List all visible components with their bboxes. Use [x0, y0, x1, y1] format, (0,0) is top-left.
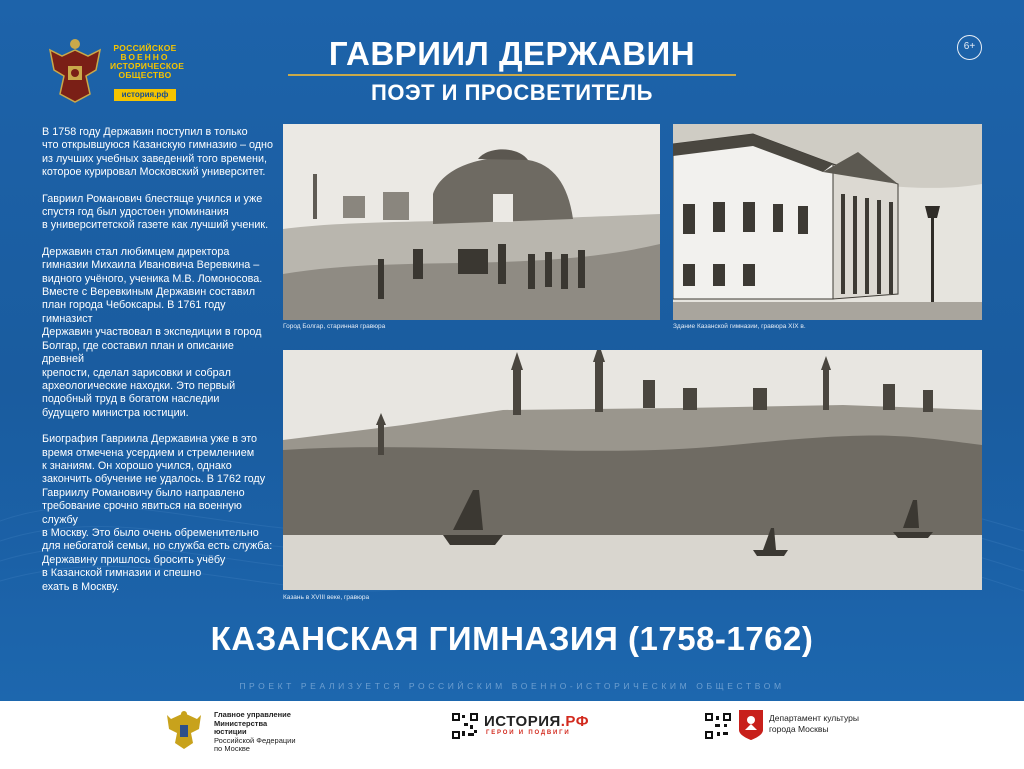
- project-line: ПРОЕКТ РЕАЛИЗУЕТСЯ РОССИЙСКИМ ВОЕННО-ИСТОРИЧЕСКИМ ОБЩЕСТВОМ: [239, 681, 785, 691]
- org-name: РОССИЙСКОЕ ВОЕННО ИСТОРИЧЕСКОЕ ОБЩЕСТВО: [110, 43, 185, 80]
- kazan-caption: Казань в XVIII веке, гравюра: [283, 594, 370, 601]
- page-subtitle: ПОЭТ И ПРОСВЕТИТЕЛЬ: [371, 80, 653, 105]
- qr-code-icon: [452, 713, 478, 739]
- moscow-coat-of-arms-icon: [739, 710, 763, 740]
- kazan-panorama-engraving: [283, 350, 982, 590]
- paragraph: Гавриил Романович блестяще учился и уже спустя год был удостоен упоминания в университетской газете как лучший ученик.: [42, 192, 269, 232]
- gymnasium-caption: Здание Казанской гимназии, гравюра XIX в.: [673, 323, 806, 330]
- title-divider: [288, 74, 736, 76]
- section-title: КАЗАНСКАЯ ГИМНАЗИЯ (1758-1762): [210, 620, 814, 657]
- qr-code-icon: [705, 713, 731, 739]
- moscow-culture-text: Департамент культуры города Москвы: [769, 713, 859, 734]
- gymnasium-engraving: [673, 124, 982, 320]
- bolgar-engraving: [283, 124, 660, 320]
- istoria-subtitle: ГЕРОИ И ПОДВИГИ: [486, 730, 571, 736]
- paragraph: Биография Гавриила Державина уже в это время отмечена усердием и стремлением к знаниям. Он хорошо учился, однако закончить обучение не удалось. В 1762 году Гавриилу Романовичу было направлено требование срочно явиться на военную службу в Москву. Это было очень обременительно для небогатой семьи, но служба есть служба: Державину пришлось бросить учёбу в Казанской гимназии и спешно ехать в Москву.: [42, 433, 273, 593]
- bolgar-caption: Город Болгар, старинная гравюра: [283, 323, 386, 330]
- body-text: [42, 126, 274, 607]
- istoria-logo: ИСТОРИЯ.РФ: [484, 713, 590, 730]
- page-title: ГАВРИИЛ ДЕРЖАВИН: [328, 35, 696, 72]
- footer: [0, 701, 1024, 769]
- double-headed-eagle-logo: [44, 36, 106, 106]
- org-url-badge: история.рф: [114, 89, 176, 101]
- ministry-emblem-icon: [163, 709, 205, 753]
- ministry-text: Главное управление Министерства юстиции Российской Федерации по Москве: [214, 710, 296, 753]
- paragraph: Державин стал любимцем директора гимназии Михаила Ивановича Веревкина – видного учёного, ученика М.В. Ломоносова. Вместе с Веревкиным Державин составил план города Чебоксары. В 1761 году гимназист Державин участвовал в экспедиции в город Болгар, где составил план и описание древней крепости, сделал зарисовки и собрал археологические находки. Это первый подобный труд в богатом наследии будущего министра юстиции.: [42, 245, 263, 419]
- paragraph: В 1758 году Державин поступил в только что открывшуюся Казанскую гимназию – одно из лучших учебных заведений того времени, которое курировал Московский университет.: [42, 126, 273, 179]
- age-rating-badge: 6+: [957, 35, 982, 60]
